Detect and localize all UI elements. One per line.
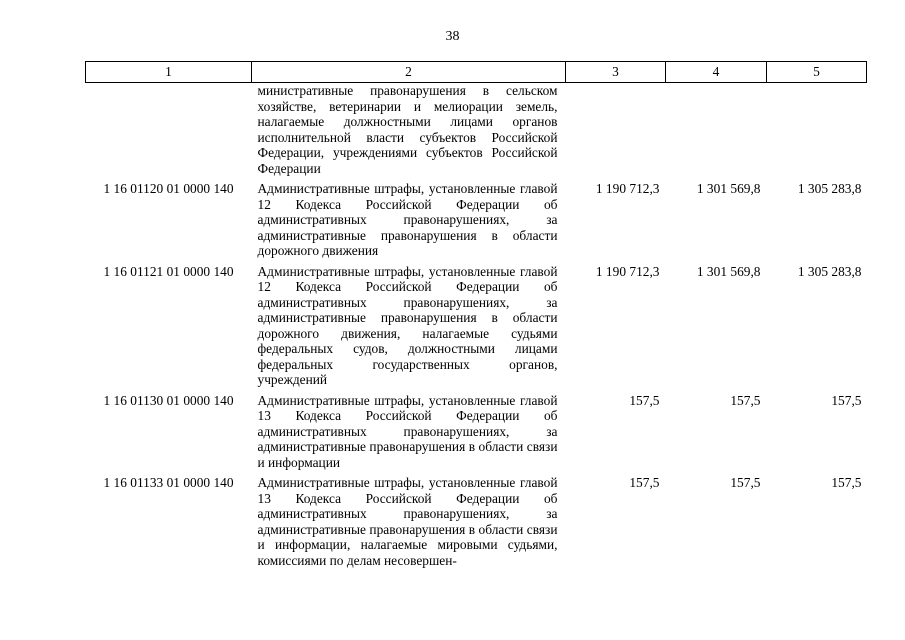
row-value-col5 xyxy=(767,83,867,179)
column-header-2: 2 xyxy=(252,62,566,83)
page-number: 38 xyxy=(445,29,460,44)
row-value-col4 xyxy=(666,83,767,179)
row-value-col3: 1 190 712,3 xyxy=(595,181,660,196)
row-value-col4: 157,5 xyxy=(730,392,761,408)
row-value-col3: 157,5 xyxy=(629,392,660,408)
row-value-col4: 1 301 569,8 xyxy=(696,181,761,196)
column-header-3: 3 xyxy=(566,62,666,83)
row-value-col3: 1 190 712,3 xyxy=(595,263,660,279)
row-value-col5: 1 305 283,8 xyxy=(797,181,862,196)
row-code: 1 16 01130 01 0000 140 xyxy=(103,392,234,408)
table-row xyxy=(86,83,867,179)
row-code: 1 16 01120 01 0000 140 xyxy=(103,181,234,196)
row-description: Административные штрафы, установленные главой 12 Кодекса Российской Федерации об административных правонарушениях, за административные правонарушения в области дорожного движения xyxy=(257,181,558,258)
table-row xyxy=(86,178,867,261)
column-header-5: 5 xyxy=(767,62,867,83)
table-row xyxy=(86,472,867,570)
row-description: Административные штрафы, установленные главой 13 Кодекса Российской Федерации об административных правонарушениях, за административные правонарушения в области связи и информации, налагаемые мировыми судьями, комиссиями по делам несовершен- xyxy=(257,475,558,568)
row-code: 1 16 01121 01 0000 140 xyxy=(103,263,234,279)
row-description: Административные штрафы, установленные главой 12 Кодекса Российской Федерации об административных правонарушениях, за административные правонарушения в области дорожного движения, налагаемые судьями федеральных судов, должностными лицами федеральных государственных органов, учреждений xyxy=(257,263,558,387)
row-description: министративные правонарушения в сельском хозяйстве, ветеринарии и мелиорации земель, налагаемые должностными лицами органов исполнительной власти субъектов Российской Федерации, учреждениями субъектов Российской Федерации xyxy=(257,83,558,176)
row-code: 1 16 01133 01 0000 140 xyxy=(103,475,234,490)
row-value-col3 xyxy=(566,83,666,179)
row-value-col5: 1 305 283,8 xyxy=(797,263,862,279)
table-header-row xyxy=(86,62,867,83)
row-value-col3: 157,5 xyxy=(629,475,660,490)
column-header-1: 1 xyxy=(86,62,252,83)
row-value-col4: 1 301 569,8 xyxy=(696,263,761,279)
budget-revenue-table xyxy=(85,61,867,570)
row-description: Административные штрафы, установленные главой 13 Кодекса Российской Федерации об административных правонарушениях, за административные правонарушения в области связи и информации xyxy=(257,392,558,470)
row-code xyxy=(86,83,252,179)
row-value-col5: 157,5 xyxy=(831,475,862,490)
row-value-col4: 157,5 xyxy=(730,475,761,490)
row-value-col5: 157,5 xyxy=(831,392,862,408)
table-row xyxy=(86,261,867,390)
column-header-4: 4 xyxy=(666,62,767,83)
table-row xyxy=(86,390,867,473)
